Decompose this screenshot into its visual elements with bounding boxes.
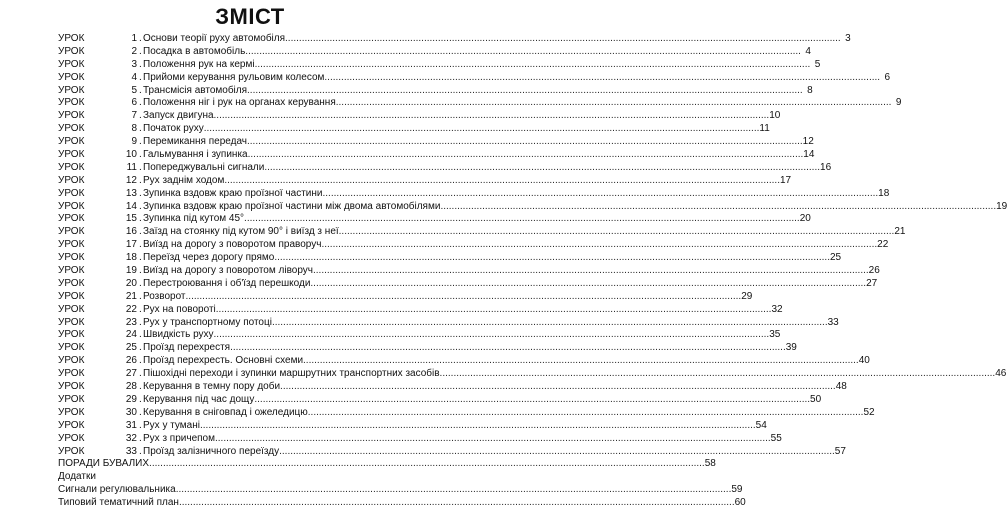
lesson-prefix: УРОК <box>58 33 85 44</box>
lesson-prefix: УРОК <box>58 252 85 264</box>
dot-leader <box>186 291 742 304</box>
toc-entry-page: 50 <box>810 393 822 405</box>
number-separator: . <box>139 71 142 83</box>
dot-leader <box>274 252 830 265</box>
lesson-prefix: УРОК <box>58 277 85 289</box>
toc-entry-page: 55 <box>770 432 782 444</box>
lesson-number: 14 <box>125 200 137 212</box>
lesson-number: 33 <box>125 445 137 457</box>
lesson-number: 18 <box>125 252 137 264</box>
toc-entry-page: 32 <box>771 303 783 315</box>
dot-leader <box>254 394 810 407</box>
number-separator: . <box>139 381 142 393</box>
dot-leader <box>321 239 877 252</box>
lesson-number: 11 <box>126 161 137 173</box>
toc-entry-label: Посадка в автомобіль <box>143 45 246 57</box>
number-separator: . <box>139 277 142 289</box>
toc-entry-page: 46 <box>995 368 1007 380</box>
toc-entry-lesson[interactable] <box>58 303 783 317</box>
lesson-number: 8 <box>131 123 137 135</box>
lesson-prefix: УРОК <box>58 329 85 341</box>
lesson-prefix: УРОК <box>58 393 85 405</box>
toc-entry-label: Трансмісія автомобіля <box>143 84 248 96</box>
toc-entry-label: Положення рук на кермі <box>143 58 255 70</box>
table-of-contents <box>58 33 1007 510</box>
dot-leader <box>176 484 732 497</box>
toc-entry-lesson[interactable] <box>58 123 770 136</box>
toc-entry-lesson[interactable] <box>58 355 870 368</box>
number-separator: . <box>139 445 142 457</box>
toc-entry-lesson[interactable] <box>58 393 822 407</box>
toc-entry-page: 25 <box>830 252 842 264</box>
toc-entry-page: 6 <box>884 71 891 83</box>
toc-entry-label: Попереджувальні сигнали <box>143 161 265 173</box>
number-separator: . <box>139 200 142 212</box>
dot-leader <box>440 368 996 381</box>
toc-entry-lesson[interactable] <box>58 277 878 291</box>
number-separator: . <box>139 432 142 444</box>
lesson-number: 29 <box>125 393 137 405</box>
number-separator: . <box>139 329 142 341</box>
toc-entry-lesson[interactable] <box>58 84 813 98</box>
number-separator: . <box>139 149 142 161</box>
toc-entry-label: Рух з причепом <box>143 432 215 444</box>
toc-entry-label: Виїзд на дорогу з поворотом праворуч <box>143 239 322 251</box>
toc-entry-lesson[interactable] <box>58 187 890 201</box>
lesson-prefix: УРОК <box>58 110 85 122</box>
toc-entry-page: 8 <box>807 84 813 96</box>
lesson-prefix: УРОК <box>58 368 85 380</box>
lesson-prefix: УРОК <box>58 303 85 315</box>
dot-leader <box>224 175 780 188</box>
toc-entry-label: Пішохідні переходи і зупинки маршрутних транспортних засобів <box>143 368 440 380</box>
dot-leader <box>214 329 770 342</box>
toc-entry-label: Керування під час дощу <box>143 393 255 405</box>
toc-entry-lesson[interactable] <box>58 136 814 149</box>
toc-entry-label: Положення ніг і рук на органах керування <box>143 97 336 109</box>
lesson-prefix: УРОК <box>58 200 85 212</box>
toc-entry-label: Сигнали регулювальника <box>58 484 176 496</box>
number-separator: . <box>139 342 142 354</box>
number-separator: . <box>139 45 142 57</box>
lesson-number: 6 <box>131 97 137 109</box>
toc-entry-label: Розворот <box>143 290 186 302</box>
toc-entry-page: 54 <box>755 419 767 431</box>
dot-leader <box>245 46 801 59</box>
lesson-number: 3 <box>131 58 137 70</box>
toc-entry-lesson[interactable] <box>58 110 781 123</box>
dot-leader <box>230 342 786 355</box>
toc-entry-lesson[interactable] <box>58 316 839 330</box>
number-separator: . <box>139 316 142 328</box>
lesson-prefix: УРОК <box>58 419 85 431</box>
lesson-number: 15 <box>125 213 137 225</box>
dot-leader <box>279 446 835 459</box>
number-separator: . <box>139 33 142 44</box>
toc-entry-lesson[interactable] <box>58 226 906 239</box>
toc-entry-page: 57 <box>834 445 846 457</box>
toc-entry-lesson[interactable] <box>58 265 880 278</box>
toc-entry-label: Основи теорії руху автомобіля <box>143 33 286 44</box>
toc-entry-page: 27 <box>866 277 878 289</box>
toc-entry-tips[interactable] <box>58 458 716 471</box>
toc-entry-page: 4 <box>805 45 811 57</box>
dot-leader <box>216 304 772 317</box>
number-separator: . <box>139 290 142 302</box>
dot-leader <box>285 33 841 46</box>
lesson-list <box>58 33 1007 458</box>
dot-leader <box>272 317 828 330</box>
toc-entry-label: Запуск двигуна <box>143 110 214 122</box>
dot-leader <box>324 72 880 85</box>
number-separator: . <box>139 110 142 122</box>
toc-entry-label: Рух у тумані <box>143 419 200 431</box>
lesson-number: 17 <box>125 239 137 251</box>
toc-entry-lesson[interactable] <box>58 97 902 110</box>
lesson-number: 24 <box>125 329 137 341</box>
lesson-prefix: УРОК <box>58 265 85 277</box>
number-separator: . <box>139 252 142 264</box>
toc-entry-label: Керування в темну пору доби <box>143 381 281 393</box>
lesson-prefix: УРОК <box>58 97 85 109</box>
toc-entry-lesson[interactable] <box>58 33 851 46</box>
number-separator: . <box>139 213 142 225</box>
toc-entry-lesson[interactable] <box>58 213 811 226</box>
lesson-number: 2 <box>131 45 137 57</box>
toc-entry-lesson[interactable] <box>58 45 811 59</box>
lesson-number: 13 <box>125 187 137 199</box>
toc-entry-page: 9 <box>895 97 902 109</box>
toc-entry-lesson[interactable] <box>58 290 753 304</box>
toc-entry-label: Проїзд перехресть. Основні схеми <box>143 355 304 367</box>
lesson-number: 12 <box>125 174 137 186</box>
toc-entry-label: ПОРАДИ БУВАЛИХ <box>58 458 150 470</box>
lesson-prefix: УРОК <box>58 84 85 96</box>
dot-leader <box>149 458 705 471</box>
dot-leader <box>255 59 811 72</box>
toc-entry-page: 58 <box>704 458 716 470</box>
toc-entry-label: Типовий тематичний план <box>58 497 179 509</box>
lesson-number: 19 <box>125 265 137 277</box>
toc-entry-label: Перемикання передач <box>143 136 247 148</box>
number-separator: . <box>139 265 142 277</box>
lesson-number: 7 <box>131 110 137 122</box>
page-title: ЗМІСТ <box>215 4 285 29</box>
toc-entry-label: Зупинка під кутом 45° <box>143 213 245 225</box>
lesson-prefix: УРОК <box>58 290 85 302</box>
toc-entry-page: 14 <box>803 149 815 161</box>
toc-entry-page: 12 <box>802 136 814 148</box>
dot-leader <box>264 162 820 175</box>
lesson-prefix: УРОК <box>58 432 85 444</box>
number-separator: . <box>139 368 142 380</box>
toc-entry-lesson[interactable] <box>58 406 875 420</box>
lesson-number: 25 <box>125 342 137 354</box>
dot-leader <box>248 149 804 162</box>
lesson-number: 9 <box>131 136 137 148</box>
number-separator: . <box>139 239 142 251</box>
lesson-prefix: УРОК <box>58 445 85 457</box>
dot-leader <box>303 355 859 368</box>
toc-entry-page: 48 <box>835 381 847 393</box>
number-separator: . <box>139 123 142 135</box>
dot-leader <box>204 123 760 136</box>
lesson-prefix: УРОК <box>58 239 85 251</box>
toc-entry-page: 52 <box>863 406 875 418</box>
toc-entry-page: 40 <box>858 355 870 367</box>
lesson-prefix: УРОК <box>58 187 85 199</box>
toc-entry-label: Керування в сніговпад і ожеледицю <box>143 406 308 418</box>
toc-entry-lesson[interactable] <box>58 71 891 85</box>
number-separator: . <box>139 406 142 418</box>
dot-leader <box>214 110 770 123</box>
toc-entry-label: Проїзд перехрестя <box>143 342 231 354</box>
lesson-prefix: УРОК <box>58 123 85 135</box>
dot-leader <box>247 136 803 149</box>
lesson-prefix: УРОК <box>58 381 85 393</box>
lesson-prefix: УРОК <box>58 316 85 328</box>
toc-entry-label: Переїзд через дорогу прямо <box>143 252 275 264</box>
toc-entry-label: Гальмування і зупинка <box>143 149 248 161</box>
lesson-number: 5 <box>131 84 137 96</box>
lesson-prefix: УРОК <box>58 58 85 70</box>
toc-entry-page: 19 <box>996 200 1007 212</box>
toc-entry-lesson[interactable] <box>58 432 782 446</box>
appendix-heading <box>58 471 428 484</box>
toc-entry-lesson[interactable] <box>58 161 832 175</box>
lesson-number: 31 <box>125 419 137 431</box>
number-separator: . <box>139 355 142 367</box>
toc-entry-label: Рух на повороті <box>143 303 216 315</box>
toc-entry-lesson[interactable] <box>58 329 781 342</box>
appendix-heading-label: Додатки <box>58 471 96 483</box>
lesson-prefix: УРОК <box>58 174 85 186</box>
dot-leader <box>308 407 864 420</box>
toc-entry-page: 39 <box>785 342 797 354</box>
lesson-number: 23 <box>125 316 137 328</box>
lesson-number: 21 <box>125 290 137 302</box>
dot-leader <box>336 97 892 110</box>
dot-leader <box>440 201 996 214</box>
dot-leader <box>247 85 803 98</box>
toc-entry-lesson[interactable] <box>58 239 889 252</box>
toc-entry-page: 5 <box>814 58 821 70</box>
dot-leader <box>215 433 771 446</box>
number-separator: . <box>139 97 142 109</box>
lesson-prefix: УРОК <box>58 406 85 418</box>
number-separator: . <box>139 58 142 70</box>
lesson-number: 20 <box>125 277 137 289</box>
number-separator: . <box>139 84 142 96</box>
toc-entry-page: 59 <box>731 484 743 496</box>
toc-entry-lesson[interactable] <box>58 342 797 355</box>
toc-entry-label: Початок руху <box>143 123 204 135</box>
dot-leader <box>200 420 756 433</box>
lesson-number: 1 <box>131 33 137 44</box>
dot-leader <box>280 381 836 394</box>
dot-leader <box>179 497 735 510</box>
toc-entry-page: 10 <box>769 110 781 122</box>
toc-entry-label: Швидкість руху <box>143 329 214 341</box>
lesson-prefix: УРОК <box>58 136 85 148</box>
lesson-prefix: УРОК <box>58 355 85 367</box>
number-separator: . <box>139 174 142 186</box>
toc-entry-page: 11 <box>759 123 770 135</box>
toc-entry-label: Перестроювання і об'їзд перешкоди <box>143 277 311 289</box>
toc-entry-page: 16 <box>820 161 832 173</box>
lesson-number: 30 <box>125 406 137 418</box>
toc-entry-label: Виїзд на дорогу з поворотом ліворуч <box>143 265 313 277</box>
lesson-number: 27 <box>125 368 137 380</box>
lesson-number: 16 <box>125 226 137 238</box>
dot-leader <box>339 226 895 239</box>
toc-entry-appendix[interactable] <box>58 497 746 510</box>
toc-entry-page: 21 <box>894 226 906 238</box>
lesson-prefix: УРОК <box>58 161 85 173</box>
toc-entry-page: 60 <box>734 497 746 509</box>
lesson-number: 10 <box>125 149 137 161</box>
toc-entry-label: Зупинка вздовж краю проїзної частини <box>143 187 323 199</box>
number-separator: . <box>139 393 142 405</box>
lesson-number: 32 <box>125 432 137 444</box>
toc-entry-label: Проїзд залізничного переїзду <box>143 445 280 457</box>
toc-entry-lesson[interactable] <box>58 174 792 188</box>
number-separator: . <box>139 187 142 199</box>
toc-entry-lesson[interactable] <box>58 149 815 162</box>
lesson-prefix: УРОК <box>58 149 85 161</box>
lesson-prefix: УРОК <box>58 213 85 225</box>
lesson-prefix: УРОК <box>58 226 85 238</box>
lesson-number: 26 <box>125 355 137 367</box>
number-separator: . <box>139 303 142 315</box>
dot-leader <box>310 278 866 291</box>
lesson-prefix: УРОК <box>58 71 85 83</box>
toc-entry-appendix[interactable] <box>58 484 743 497</box>
dot-leader <box>244 213 800 226</box>
toc-entry-lesson[interactable] <box>58 200 1007 214</box>
toc-entry-label: Рух заднім ходом <box>143 174 225 186</box>
toc-entry-lesson[interactable] <box>58 445 846 459</box>
lesson-number: 28 <box>125 381 137 393</box>
dot-leader <box>313 265 869 278</box>
toc-entry-lesson[interactable] <box>58 252 842 265</box>
toc-entry-page: 35 <box>769 329 781 341</box>
toc-entry-lesson[interactable] <box>58 368 1007 381</box>
toc-entry-page: 26 <box>868 265 880 277</box>
toc-entry-label: Заїзд на стоянку під кутом 90° і виїзд з неї <box>143 226 339 238</box>
number-separator: . <box>139 226 142 238</box>
toc-entry-lesson[interactable] <box>58 58 821 72</box>
lesson-prefix: УРОК <box>58 45 85 57</box>
lesson-number: 4 <box>131 71 137 83</box>
number-separator: . <box>139 136 142 148</box>
number-separator: . <box>139 419 142 431</box>
toc-entry-page: 29 <box>741 290 753 302</box>
toc-entry-page: 20 <box>799 213 811 225</box>
toc-entry-page: 18 <box>878 187 890 199</box>
toc-entry-page: 3 <box>845 33 851 44</box>
dot-leader <box>323 188 879 201</box>
toc-entry-page: 22 <box>877 239 889 251</box>
toc-entry-label: Зупинка вздовж краю проїзної частини між двома автомобілями <box>143 200 441 212</box>
toc-entry-lesson[interactable] <box>58 381 847 394</box>
lesson-number: 22 <box>125 303 137 315</box>
number-separator: . <box>139 161 142 173</box>
toc-entry-lesson[interactable] <box>58 419 767 433</box>
toc-entry-page: 17 <box>780 174 792 186</box>
toc-entry-page: 33 <box>827 316 839 328</box>
toc-entry-label: Прийоми керування рульовим колесом <box>143 71 325 83</box>
lesson-prefix: УРОК <box>58 342 85 354</box>
toc-entry-label: Рух у транспортному потоці <box>143 316 272 328</box>
